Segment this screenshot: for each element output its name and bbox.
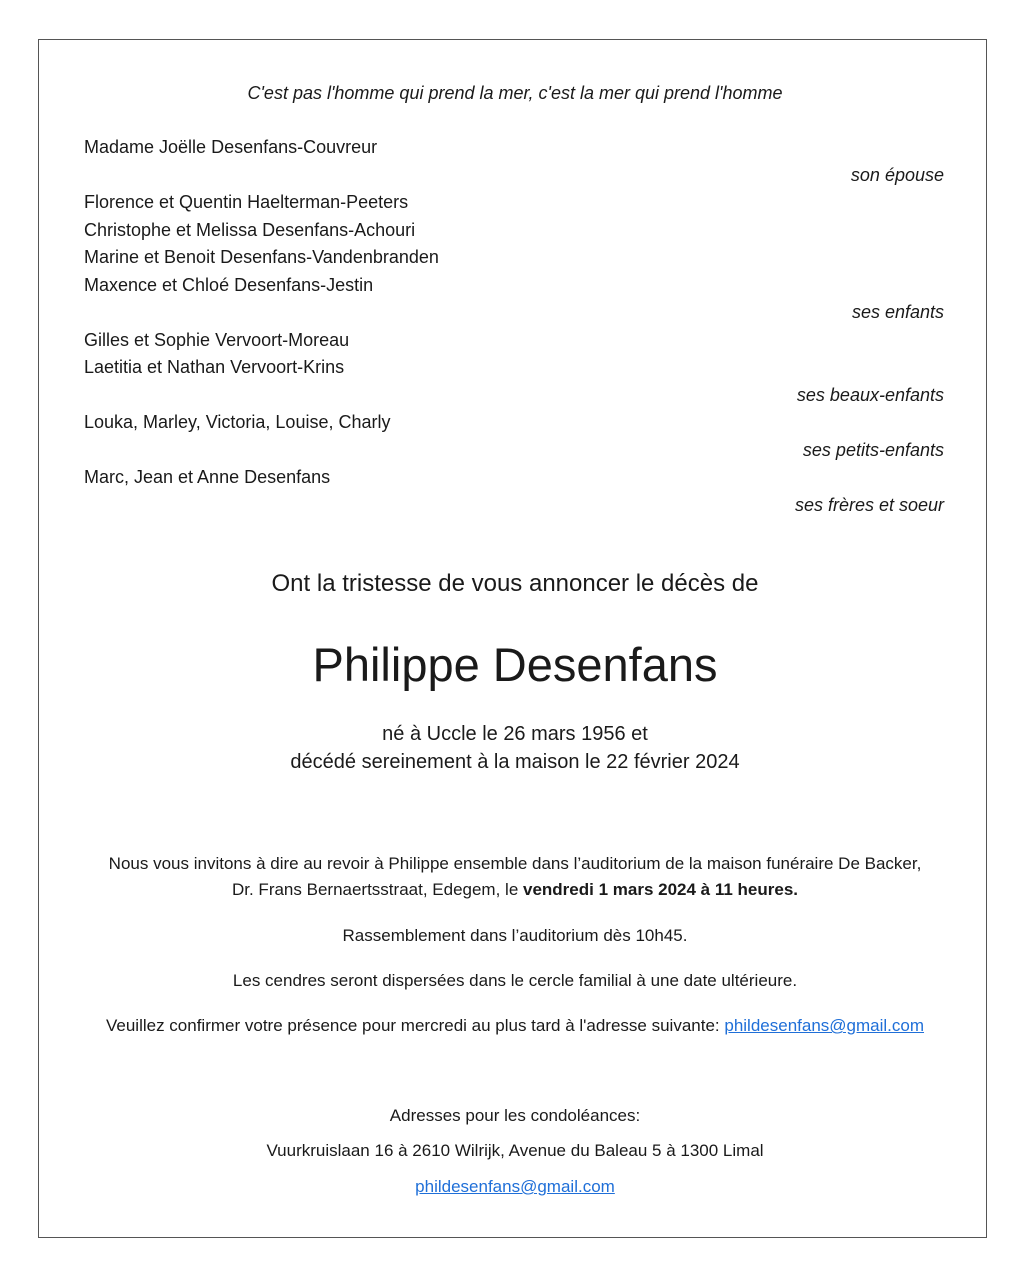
grandchildren-names: Louka, Marley, Victoria, Louise, Charly xyxy=(84,412,391,432)
deceased-name: Philippe Desenfans xyxy=(312,638,718,691)
rsvp-email-link[interactable]: phildesenfans@gmail.com xyxy=(724,1016,925,1035)
in-law-name: Gilles et Sophie Vervoort-Moreau xyxy=(84,330,350,350)
ceremony-date-time: vendredi 1 mars 2024 à 11 heures. xyxy=(523,880,799,899)
child-name: Marine et Benoit Desenfans-Vandenbranden xyxy=(84,247,439,267)
birth-line: né à Uccle le 26 mars 1956 et xyxy=(382,723,648,745)
gathering-note: Rassemblement dans l’auditorium dès 10h45. xyxy=(342,926,688,945)
ceremony-line-1: Nous vous invitons à dire au revoir à Philippe ensemble dans l’auditorium de la maison funéraire De Backer, xyxy=(108,854,922,873)
children-label: ses enfants xyxy=(851,302,944,322)
in-laws-label: ses beaux-enfants xyxy=(796,385,944,405)
announcement: Ont la tristesse de vous annoncer le décès de xyxy=(271,570,759,597)
death-line: décédé sereinement à la maison le 22 février 2024 xyxy=(290,751,740,773)
rsvp-line xyxy=(0,1016,1030,1036)
grandchildren-label: ses petits-enfants xyxy=(802,440,944,460)
ceremony-location: Dr. Frans Bernaertsstraat, Edegem, le xyxy=(231,880,523,899)
quote: C'est pas l'homme qui prend la mer, c'est la mer qui prend l'homme xyxy=(247,83,783,103)
condolences-email-link[interactable]: phildesenfans@gmail.com xyxy=(415,1177,615,1196)
condolences-heading: Adresses pour les condoléances: xyxy=(389,1106,641,1125)
ashes-note: Les cendres seront dispersées dans le cercle familial à une date ultérieure. xyxy=(232,971,798,990)
child-name: Christophe et Melissa Desenfans-Achouri xyxy=(84,220,416,240)
rsvp-text: Veuillez confirmer votre présence pour mercredi au plus tard à l'adresse suivante: xyxy=(105,1016,725,1035)
child-name: Maxence et Chloé Desenfans-Jestin xyxy=(84,275,374,295)
child-name: Florence et Quentin Haelterman-Peeters xyxy=(84,192,409,212)
siblings-names: Marc, Jean et Anne Desenfans xyxy=(84,467,331,487)
spouse-label: son épouse xyxy=(850,165,944,185)
siblings-label: ses frères et soeur xyxy=(794,495,944,515)
condolences-addresses: Vuurkruislaan 16 à 2610 Wilrijk, Avenue du Baleau 5 à 1300 Limal xyxy=(266,1141,764,1160)
in-law-name: Laetitia et Nathan Vervoort-Krins xyxy=(84,357,345,377)
condolences-email xyxy=(0,1177,1030,1197)
ceremony-line-2 xyxy=(0,880,1030,900)
spouse-name: Madame Joëlle Desenfans-Couvreur xyxy=(84,137,378,157)
